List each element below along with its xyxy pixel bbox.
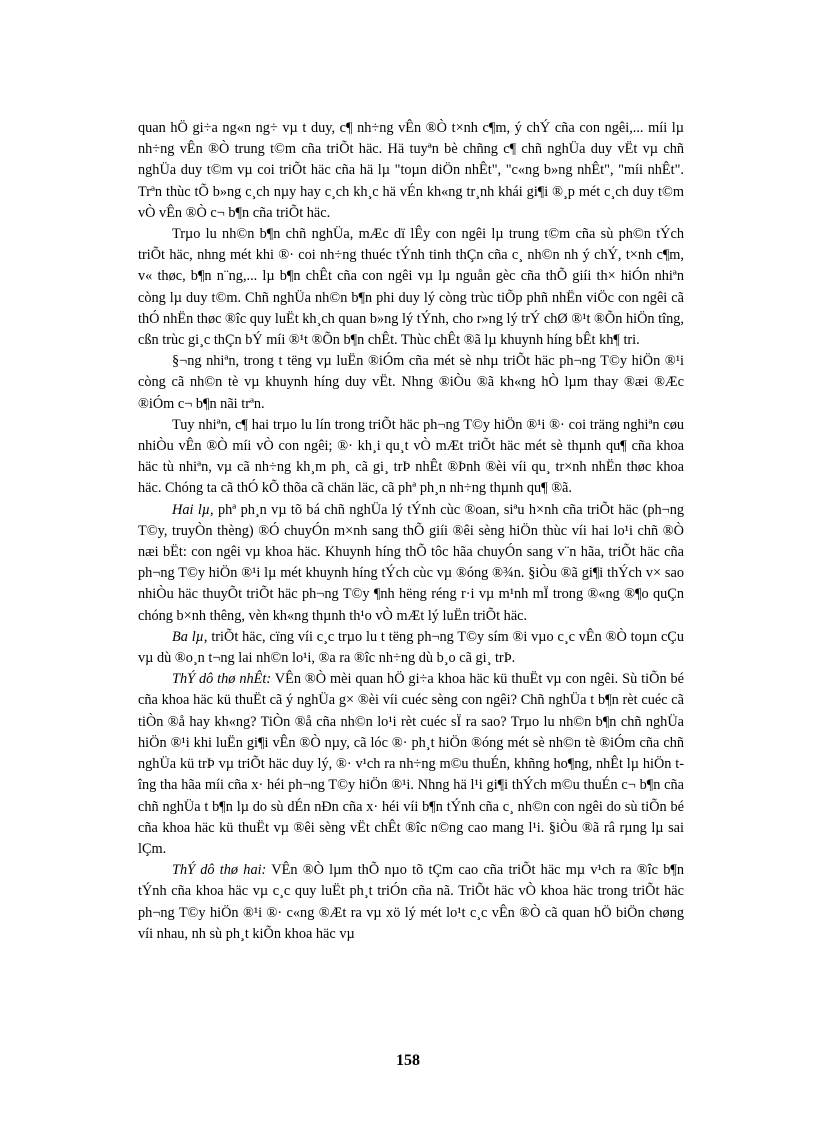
paragraph-5-lead: Hai lµ, (172, 501, 214, 518)
paragraph-8 (138, 860, 684, 945)
paragraph-4 (138, 415, 684, 500)
paragraph-7 (138, 669, 684, 860)
paragraph-4-text: Tuy nhiªn, c¶ hai trµo lu lín trong triÕt häc ph¬ng T©y hiÖn ®¹i ®· coi träng nghiªn cøu nhiÒu vÊn ®Ò míi vÒ con ngêi; ®· kh¸i qu¸t vÒ mÆt triÕt häc mét sè thµnh qu¶ cña khoa häc tù nhiªn, vµ cã nh÷ng kh¸m ph¸ cã gi¸ trÞ nhÊt ®Þnh ®èi víi qu¸ tr×nh nhËn thøc khoa häc. Chóng ta cã thÓ kÕ thõa cã chän läc, cã phª ph¸n nh÷ng thµnh qu¶ ®ã. (138, 416, 684, 497)
paragraph-8-lead: ThÝ dô thø hai: (172, 862, 267, 879)
paragraph-6-text: triÕt häc, cïng víi c¸c trµo lu t tëng ph¬ng T©y sím ®i vµo c¸c vÊn ®Ò toµn cÇu vµ dù ®o¸n t¬ng lai nh©n lo¹i, ®a ra ®îc nh÷ng dù b¸o cã gi¸ trÞ. (138, 628, 684, 667)
paragraph-1-text: quan hÖ gi÷a ng«n ng÷ vµ t duy, c¶ nh÷ng vÊn ®Ò t×nh c¶m, ý chÝ cña con ngêi,... míi lµ nh÷ng vÊn ®Ò trung t©m cña triÕt häc. Hä tuyªn bè chñng c¶ chñ nghÜa duy vËt vµ chñ nghÜa duy t©m vµ coi triÕt häc cña hä lµ "toµn diÖn nhÊt", "c«ng b»ng nhÊt", "míi nhÊt". Trªn thùc tÕ b»ng c¸ch nµy hay c¸ch kh¸c hä vÉn kh«ng tr¸nh khái gi¶i ®¸p mét c¸ch duy t©m vÒ vÊn ®Ò c¬ b¶n cña triÕt häc. (138, 120, 684, 221)
paragraph-8-text: VÊn ®Ò lµm thÕ nµo tõ tÇm cao cña triÕt häc mµ v¹ch ra ®îc b¶n tÝnh cña khoa häc vµ c¸c quy luËt ph¸t triÓn cña nã. TriÕt häc vÒ khoa häc trong triÕt häc ph¬ng T©y hiÖn ®¹i ®· c«ng ®Æt ra vµ xö lý mét lo¹t c¸c vÊn ®Ò cã quan hÖ biÖn chøng víi nhau, nh sù ph¸t kiÕn khoa häc vµ (138, 862, 684, 942)
paragraph-3 (138, 351, 684, 415)
paragraph-5 (138, 500, 684, 627)
paragraph-1 (138, 118, 684, 224)
page-number: 158 (396, 1052, 420, 1069)
paragraph-6-lead: Ba lµ, (172, 628, 208, 645)
paragraph-3-text: §¬ng nhiªn, trong t tëng vµ luËn ®iÓm cña mét sè nhµ triÕt häc ph¬ng T©y hiÖn ®¹i còng cã nh©n tè vµ khuynh híng duy vËt. Nhng ®iÒu ®ã kh«ng hÒ lµm thay ®æi ®Æc ®iÓm c¬ b¶n nãi trªn. (138, 353, 684, 412)
paragraph-6 (138, 627, 684, 669)
paragraph-7-text: VÊn ®Ò mèi quan hÖ gi÷a khoa häc kü thuËt vµ con ngêi. Sù tiÕn bé cña khoa häc kü thuËt cã ý nghÜa g× ®èi víi cuéc sèng con ngêi? Chñ nghÜa t b¶n rèt cuéc cã tiÒn ®å hay kh«ng? TiÒn ®å cña nh©n lo¹i rèt cuéc sÏ ra sao? Trµo lu nh©n b¶n chñ nghÜa hiÖn ®¹i khi luËn gi¶i vÊn ®Ò nµy, cã lóc ®· ph¸t hiÖn ®óng mét sè nh©n tè ®iÓm cña chñ nghÜa kü trÞ vµ triÕt häc duy lý, ®· v¹ch ra nh÷ng m©u thuÉn, khñng ho¶ng, nhÊt lµ hiÖn tîng tha hãa míi cña x· héi ph¬ng T©y hiÖn ®¹i. Nhng hä l¹i gi¶i thÝch m©u thuÉn c¬ b¶n cña chñ nghÜa t b¶n lµ do sù dÉn nÐn cña x· héi víi b¶n tÝnh cña c¸ nh©n con ngêi do sù tiÕn bé cña khoa häc kü thuËt vµ ®êi sèng vËt chÊt ®îc n©ng cao mang l¹i. §iÒu ®ã râ rµng lµ sai lÇm. (138, 671, 685, 857)
paragraph-2 (138, 224, 684, 351)
paragraph-2-text: Trµo lu nh©n b¶n chñ nghÜa, mÆc dï lÊy con ngêi lµ trung t©m cña sù ph©n tÝch triÕt häc, nhng mét khi ®· coi nh÷ng thuéc tÝnh tinh thÇn cña c¸ nh©n nh ý chÝ, t×nh c¶m, v« thøc, b¶n n¨ng,... lµ b¶n chÊt cña con ngêi vµ lµ nguån gèc cña thÕ giíi th× hiÓn nhiªn còng lµ duy t©m. Chñ nghÜa nh©n b¶n phi duy lý còng trùc tiÕp phñ nhËn viÖc con ngêi cã thÓ nhËn thøc ®îc quy luËt kh¸ch quan b»ng lý tÝnh, cho r»ng lý trÝ chØ ®¹t ®Õn hiÖn tîng, cßn trùc gi¸c thÇn bÝ míi ®¹t ®Õn b¶n chÊt. Thùc chÊt ®ã lµ khuynh híng bÊt kh¶ tri. (138, 226, 684, 349)
body-text (138, 118, 684, 945)
paragraph-7-lead: ThÝ dô thø nhÊt: (172, 671, 272, 688)
paragraph-5-text: phª ph¸n vµ tõ bá chñ nghÜa lý tÝnh cùc ®oan, siªu h×nh cña triÕt häc (ph¬ng T©y, truyÒn thèng) ®Ó chuyÓn m×nh sang thÕ giíi ®êi sèng hiÖn thùc víi hai lo¹i chñ ®Ò næi bËt: con ngêi vµ khoa häc. Khuynh híng thÕ tôc hãa chuyÓn sang v¨n hãa, triÕt häc cña ph¬ng T©y hiÖn ®¹i lµ mét khuynh híng tÝch cùc vµ ®óng ®¾n. §iÒu ®ã gi¶i thÝch v× sao nhiÒu häc thuyÕt triÕt häc ph¬ng T©y ¶nh hëng réng r·i vµ m¹nh mÏ trong ®«ng ®¶o quÇn chóng b×nh thêng, vèn kh«ng thµnh th¹o vÒ mÆt lý luËn triÕt häc. (138, 501, 684, 624)
